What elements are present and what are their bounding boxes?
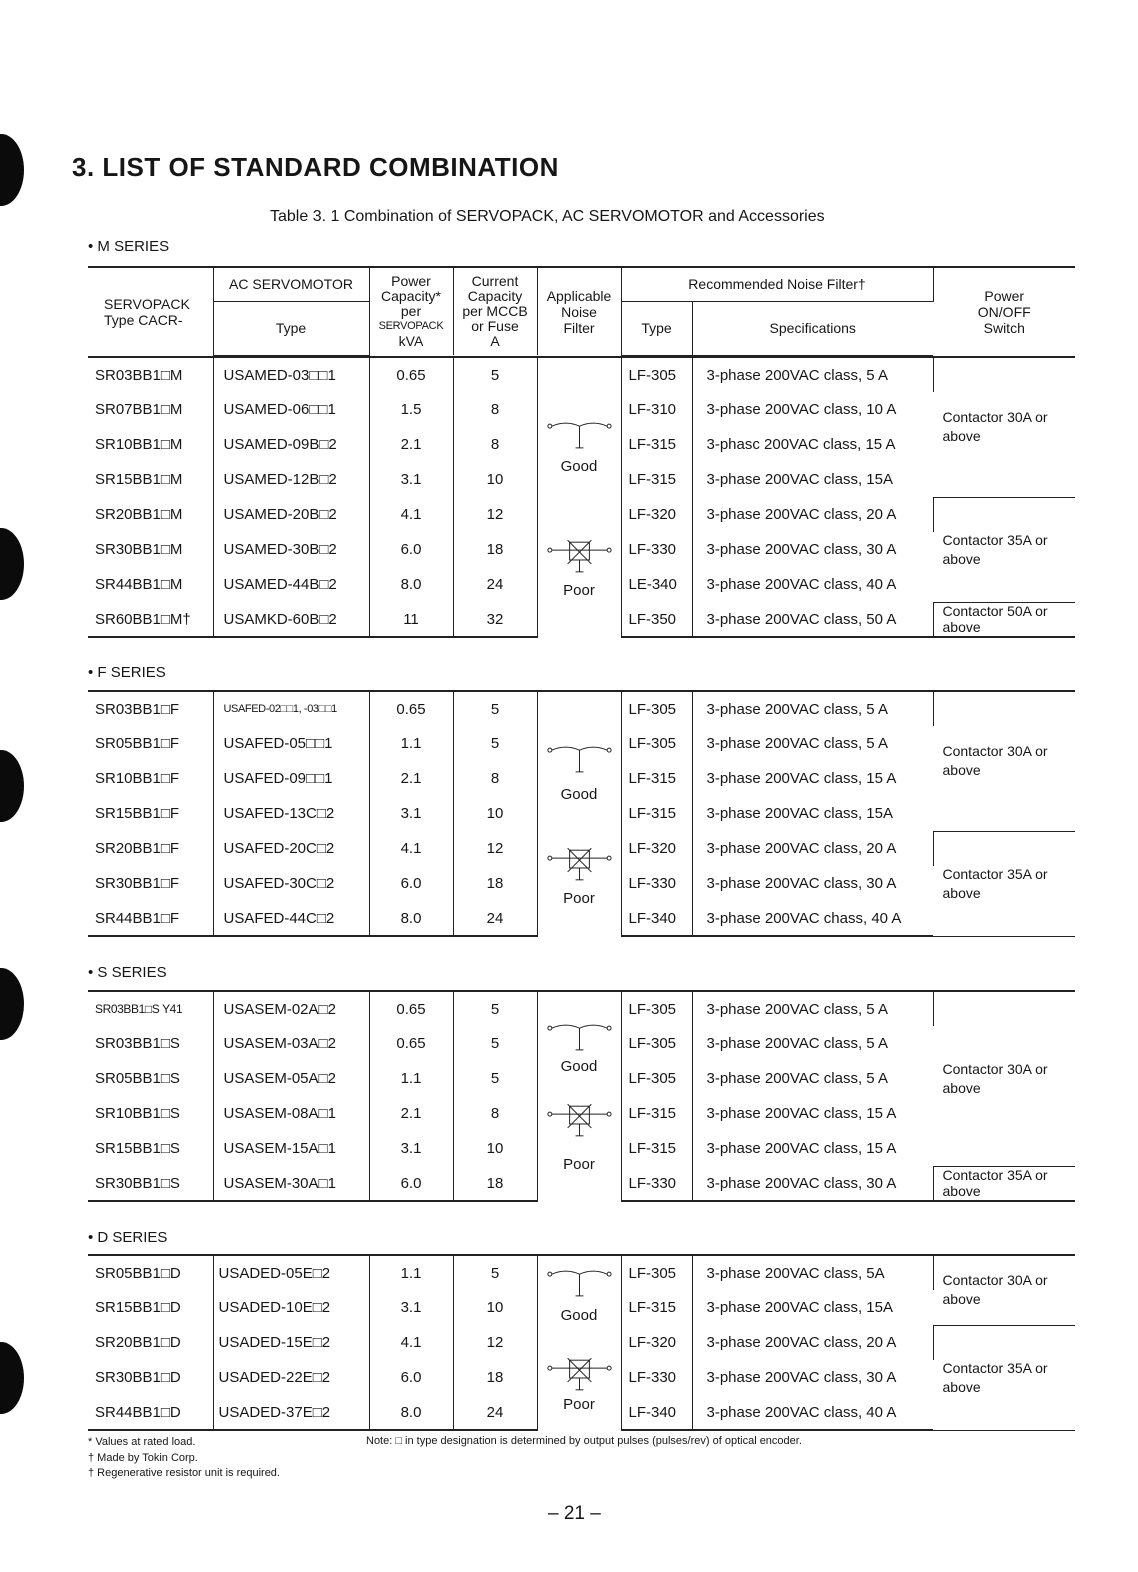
power-switch: Contactor 35A or above — [933, 497, 1075, 602]
table-row — [88, 1255, 1075, 1290]
power-capacity: 3.1 — [369, 1290, 453, 1325]
filter-spec: 3-phase 200VAC class, 15A — [706, 805, 893, 822]
motor-type: USASEM-08A□1 — [213, 1096, 369, 1131]
header-power-4: SERVOPACK — [378, 320, 444, 332]
servopack-type: SR05BB1□S — [88, 1061, 213, 1096]
current-capacity: 18 — [453, 532, 537, 567]
filter-type: LF-330 — [621, 1360, 692, 1395]
footnote-rated-load: * Values at rated load. — [88, 1436, 196, 1448]
power-switch: Contactor 30A or above — [933, 691, 1075, 831]
header-servopack: SERVOPACK — [104, 295, 190, 312]
servopack-type: SR10BB1□M — [88, 427, 213, 462]
servopack-type: SR15BB1□S — [88, 1131, 213, 1166]
binding-hole — [0, 968, 24, 1040]
poor-label: Poor — [563, 582, 595, 599]
power-capacity: 4.1 — [369, 497, 453, 532]
filter-type: LF-320 — [621, 1325, 692, 1360]
f-series-table — [88, 690, 1075, 937]
good-label: Good — [560, 786, 598, 803]
power-capacity: 8.0 — [369, 1395, 453, 1430]
current-capacity: 5 — [453, 1255, 537, 1290]
power-capacity: 2.1 — [369, 427, 453, 462]
servopack-type: SR03BB1□M — [88, 357, 213, 392]
filter-spec: 3-phase 200VAC class, 15 A — [706, 1140, 897, 1157]
header-rnf-type: Type — [621, 301, 692, 355]
filter-spec: 3-phase 200VAC class, 30 A — [692, 1166, 933, 1201]
power-capacity: 6.0 — [369, 532, 453, 567]
current-capacity: 10 — [453, 1131, 537, 1166]
table-caption: Table 3. 1 Combination of SERVOPACK, AC SERVOMOTOR and Accessories — [270, 208, 825, 225]
current-capacity: 5 — [453, 726, 537, 761]
current-capacity: 18 — [453, 1166, 537, 1201]
noise-filter-cell — [537, 691, 621, 936]
motor-type: USAFED-20C□2 — [213, 831, 369, 866]
header-rnf: Recommended Noise Filter† — [621, 267, 933, 301]
poor-filter-symbol-icon — [538, 846, 621, 886]
header-power-2: Capacity* — [381, 288, 441, 304]
d-series-table — [88, 1254, 1075, 1431]
power-capacity: 0.65 — [369, 691, 453, 726]
filter-type: LF-305 — [621, 1061, 692, 1096]
good-label: Good — [560, 458, 598, 475]
servopack-type: SR15BB1□M — [88, 462, 213, 497]
servopack-type: SR44BB1□F — [88, 901, 213, 936]
filter-type: LF-305 — [621, 357, 692, 392]
filter-type: LF-305 — [621, 991, 692, 1026]
filter-type: LF-315 — [621, 796, 692, 831]
servopack-type: SR60BB1□M† — [88, 602, 213, 637]
filter-type: LF-315 — [621, 1131, 692, 1166]
m-series-label: • M SERIES — [88, 238, 170, 255]
servopack-type: SR05BB1□D — [88, 1255, 213, 1290]
power-capacity: 8.0 — [369, 567, 453, 602]
current-capacity: 32 — [453, 602, 537, 637]
motor-type: USAMKD-60B□2 — [213, 602, 369, 637]
current-capacity: 12 — [453, 497, 537, 532]
header-anf-1: Applicable — [546, 287, 612, 304]
header-power-3: per — [400, 303, 422, 319]
header-motor: AC SERVOMOTOR — [213, 267, 369, 301]
filter-type: LF-320 — [621, 497, 692, 532]
filter-spec: 3-phase 200VAC class, 15 A — [706, 770, 897, 787]
filter-spec: 3-phase 200VAC class, 5 A — [706, 1070, 888, 1087]
current-capacity: 24 — [453, 901, 537, 936]
filter-spec: 3-phase 200VAC class, 15 A — [706, 1105, 897, 1122]
header-switch-2: ON/OFF — [977, 303, 1031, 320]
filter-spec: 3-phase 200VAC class, 40 A — [706, 576, 897, 593]
filter-spec: 3-phase 200VAC class, 5 A — [706, 1035, 888, 1052]
filter-spec: 3-phase 200VAC class, 10 A — [706, 401, 897, 418]
power-capacity: 3.1 — [369, 796, 453, 831]
power-capacity: 6.0 — [369, 1166, 453, 1201]
filter-type: LE-340 — [621, 567, 692, 602]
noise-filter-cell — [537, 991, 621, 1201]
motor-type: USAMED-30B□2 — [213, 532, 369, 567]
power-capacity: 1.1 — [369, 1061, 453, 1096]
motor-type: USAFED-05□□1 — [213, 726, 369, 761]
power-capacity: 1.1 — [369, 726, 453, 761]
power-switch: Contactor 35A or above — [933, 831, 1075, 936]
d-series-label: • D SERIES — [88, 1229, 168, 1246]
power-capacity: 4.1 — [369, 1325, 453, 1360]
filter-type: LF-305 — [621, 1255, 692, 1290]
current-capacity: 18 — [453, 1360, 537, 1395]
power-capacity: 11 — [369, 602, 453, 637]
filter-type: LF-330 — [621, 866, 692, 901]
filter-spec: 3-phase 200VAC class, 30 A — [706, 541, 897, 558]
power-switch: Contactor 30A or above — [933, 991, 1075, 1166]
header-power-1: Power — [391, 273, 431, 289]
power-capacity: 2.1 — [369, 1096, 453, 1131]
filter-type: LF-315 — [621, 427, 692, 462]
servopack-type: SR07BB1□M — [88, 392, 213, 427]
filter-type: LF-330 — [621, 1166, 692, 1201]
good-filter-symbol-icon — [538, 418, 621, 458]
servopack-type: SR10BB1□F — [88, 761, 213, 796]
motor-type: USASEM-30A□1 — [213, 1166, 369, 1201]
current-capacity: 12 — [453, 831, 537, 866]
f-series-label: • F SERIES — [88, 664, 166, 681]
filter-spec: 3-phase 200VAC class, 15A — [706, 471, 893, 488]
motor-type: USADED-22E□2 — [213, 1360, 369, 1395]
motor-type: USAMED-44B□2 — [213, 567, 369, 602]
current-capacity: 8 — [453, 392, 537, 427]
current-capacity: 12 — [453, 1325, 537, 1360]
poor-filter-symbol-icon — [538, 1356, 621, 1396]
current-capacity: 10 — [453, 1290, 537, 1325]
filter-spec: 3-phase 200VAC chass, 40 A — [692, 901, 933, 936]
filter-type: LF-315 — [621, 1290, 692, 1325]
filter-type: LF-320 — [621, 831, 692, 866]
motor-type: USASEM-05A□2 — [213, 1061, 369, 1096]
header-motor-type: Type — [213, 301, 369, 355]
table-row — [88, 991, 1075, 1026]
page-number: – 21 – — [548, 1503, 601, 1524]
filter-spec: 3-phase 200VAC class, 30 A — [706, 1369, 897, 1386]
good-filter-symbol-icon — [538, 742, 621, 782]
filter-type: LF-315 — [621, 1096, 692, 1131]
power-switch: Contactor 30A or above — [933, 1255, 1075, 1325]
header-anf-3: Filter — [563, 319, 595, 336]
current-capacity: 8 — [453, 1096, 537, 1131]
s-series-label: • S SERIES — [88, 964, 167, 981]
page-title: 3. LIST OF STANDARD COMBINATION — [72, 152, 559, 182]
header-power-5: kVA — [398, 333, 424, 349]
filter-spec: 3-phase 200VAC class, 5 A — [692, 357, 933, 392]
filter-type: LF-305 — [621, 691, 692, 726]
filter-type: LF-305 — [621, 1026, 692, 1061]
current-capacity: 10 — [453, 462, 537, 497]
table-header — [88, 266, 1075, 356]
poor-label: Poor — [563, 890, 595, 907]
current-capacity: 8 — [453, 427, 537, 462]
footnote-regenerative: † Regenerative resistor unit is required. — [88, 1467, 280, 1479]
power-capacity: 0.65 — [369, 1026, 453, 1061]
power-capacity: 6.0 — [369, 1360, 453, 1395]
current-capacity: 8 — [453, 761, 537, 796]
motor-type: USADED-10E□2 — [213, 1290, 369, 1325]
power-switch: Contactor 50A or above — [933, 602, 1075, 637]
binding-hole — [0, 750, 24, 822]
power-capacity: 3.1 — [369, 462, 453, 497]
filter-spec: 3-phase 200VAC class, 5 A — [692, 991, 933, 1026]
good-label: Good — [560, 1307, 598, 1324]
filter-type: LF-350 — [621, 602, 692, 637]
motor-type: USASEM-02A□2 — [213, 991, 369, 1026]
servopack-type: SR20BB1□D — [88, 1325, 213, 1360]
s-series-table — [88, 990, 1075, 1202]
motor-type: USAMED-03□□1 — [213, 357, 369, 392]
footnote-tokin: † Made by Tokin Corp. — [88, 1452, 198, 1464]
filter-spec: 3-phase 200VAC class, 5A — [692, 1255, 933, 1290]
poor-label: Poor — [563, 1396, 595, 1413]
motor-type: USAFED-30C□2 — [213, 866, 369, 901]
power-switch: Contactor 35A or above — [933, 1166, 1075, 1201]
header-current-4: or Fuse — [471, 318, 519, 334]
motor-type: USAMED-09B□2 — [213, 427, 369, 462]
power-switch: Contactor 30A or above — [933, 357, 1075, 497]
servopack-type: SR15BB1□F — [88, 796, 213, 831]
current-capacity: 5 — [453, 1061, 537, 1096]
servopack-type: SR15BB1□D — [88, 1290, 213, 1325]
poor-filter-symbol-icon — [538, 1102, 621, 1142]
filter-spec: 3-phase 200VAC class, 15A — [706, 1299, 893, 1316]
header-current-2: Capacity — [467, 288, 523, 304]
power-capacity: 6.0 — [369, 866, 453, 901]
current-capacity: 5 — [453, 1026, 537, 1061]
servopack-type: SR30BB1□S — [88, 1166, 213, 1201]
motor-type: USASEM-03A□2 — [213, 1026, 369, 1061]
filter-type: LF-315 — [621, 462, 692, 497]
power-capacity: 1.1 — [369, 1255, 453, 1290]
servopack-type: SR03BB1□F — [88, 691, 213, 726]
motor-type: USAMED-12B□2 — [213, 462, 369, 497]
filter-spec: 3-phase 200VAC class, 5 A — [692, 691, 933, 726]
good-label: Good — [560, 1058, 598, 1075]
filter-spec: 3-phasc 200VAC class, 15 A — [706, 436, 896, 453]
power-capacity: 3.1 — [369, 1131, 453, 1166]
table-row — [88, 691, 1075, 726]
motor-type: USAMED-06□□1 — [213, 392, 369, 427]
header-switch-3: Switch — [983, 319, 1025, 336]
current-capacity: 24 — [453, 1395, 537, 1430]
filter-spec: 3-phase 200VAC class, 5 A — [706, 735, 888, 752]
binding-hole — [0, 528, 24, 600]
servopack-type: SR10BB1□S — [88, 1096, 213, 1131]
current-capacity: 24 — [453, 567, 537, 602]
filter-type: LF-340 — [621, 1395, 692, 1430]
filter-type: LF-310 — [621, 392, 692, 427]
header-servopack-type: Type CACR- — [104, 311, 183, 328]
table-row — [88, 357, 1075, 392]
motor-type: USAFED-44C□2 — [213, 901, 369, 936]
power-switch: Contactor 35A or above — [933, 1325, 1075, 1430]
motor-type: USAFED-13C□2 — [213, 796, 369, 831]
servopack-type: SR20BB1□F — [88, 831, 213, 866]
filter-spec: 3-phase 200VAC class, 50 A — [692, 602, 933, 637]
good-filter-symbol-icon — [538, 1266, 621, 1306]
header-anf-2: Noise — [561, 303, 597, 320]
current-capacity: 5 — [453, 357, 537, 392]
servopack-type: SR30BB1□M — [88, 532, 213, 567]
motor-type: USADED-37E□2 — [213, 1395, 369, 1430]
good-filter-symbol-icon — [538, 1020, 621, 1060]
header-current-1: Current — [471, 273, 519, 289]
servopack-type: SR30BB1□D — [88, 1360, 213, 1395]
header-rnf-spec: Specifications — [692, 301, 933, 355]
servopack-type: SR44BB1□D — [88, 1395, 213, 1430]
current-capacity: 5 — [453, 991, 537, 1026]
current-capacity: 5 — [453, 691, 537, 726]
filter-type: LF-340 — [621, 901, 692, 936]
poor-filter-symbol-icon — [538, 538, 621, 578]
motor-type: USADED-15E□2 — [213, 1325, 369, 1360]
noise-filter-cell — [537, 1255, 621, 1430]
servopack-type: SR03BB1□S — [88, 1026, 213, 1061]
motor-type: USASEM-15A□1 — [213, 1131, 369, 1166]
motor-type: USAFED-02□□1, -03□□1 — [213, 691, 369, 726]
servopack-type: SR03BB1□S Y41 — [88, 991, 213, 1026]
binding-hole — [0, 134, 24, 206]
servopack-type: SR44BB1□M — [88, 567, 213, 602]
poor-label: Poor — [563, 1156, 595, 1173]
filter-spec: 3-phase 200VAC class, 40 A — [692, 1395, 933, 1430]
servopack-type: SR05BB1□F — [88, 726, 213, 761]
header-current-5: A — [490, 333, 500, 349]
filter-spec: 3-phase 200VAC class, 20 A — [692, 831, 933, 866]
binding-hole — [0, 1342, 24, 1414]
current-capacity: 10 — [453, 796, 537, 831]
filter-spec: 3-phase 200VAC class, 30 A — [706, 875, 897, 892]
power-capacity: 2.1 — [369, 761, 453, 796]
power-capacity: 0.65 — [369, 357, 453, 392]
m-series-table — [88, 356, 1075, 638]
motor-type: USAMED-20B□2 — [213, 497, 369, 532]
power-capacity: 0.65 — [369, 991, 453, 1026]
filter-spec: 3-phase 200VAC class, 20 A — [692, 497, 933, 532]
filter-type: LF-315 — [621, 761, 692, 796]
footnote-note: Note: □ in type designation is determined by output pulses (pulses/rev) of optical encoder. — [366, 1435, 802, 1447]
power-capacity: 4.1 — [369, 831, 453, 866]
header-switch-1: Power — [984, 287, 1025, 304]
motor-type: USADED-05E□2 — [213, 1255, 369, 1290]
filter-spec: 3-phase 200VAC class, 20 A — [692, 1325, 933, 1360]
power-capacity: 1.5 — [369, 392, 453, 427]
current-capacity: 18 — [453, 866, 537, 901]
power-capacity: 8.0 — [369, 901, 453, 936]
header-current-3: per MCCB — [462, 303, 528, 319]
motor-type: USAFED-09□□1 — [213, 761, 369, 796]
noise-filter-cell — [537, 357, 621, 637]
filter-type: LF-330 — [621, 532, 692, 567]
servopack-type: SR30BB1□F — [88, 866, 213, 901]
servopack-type: SR20BB1□M — [88, 497, 213, 532]
filter-type: LF-305 — [621, 726, 692, 761]
